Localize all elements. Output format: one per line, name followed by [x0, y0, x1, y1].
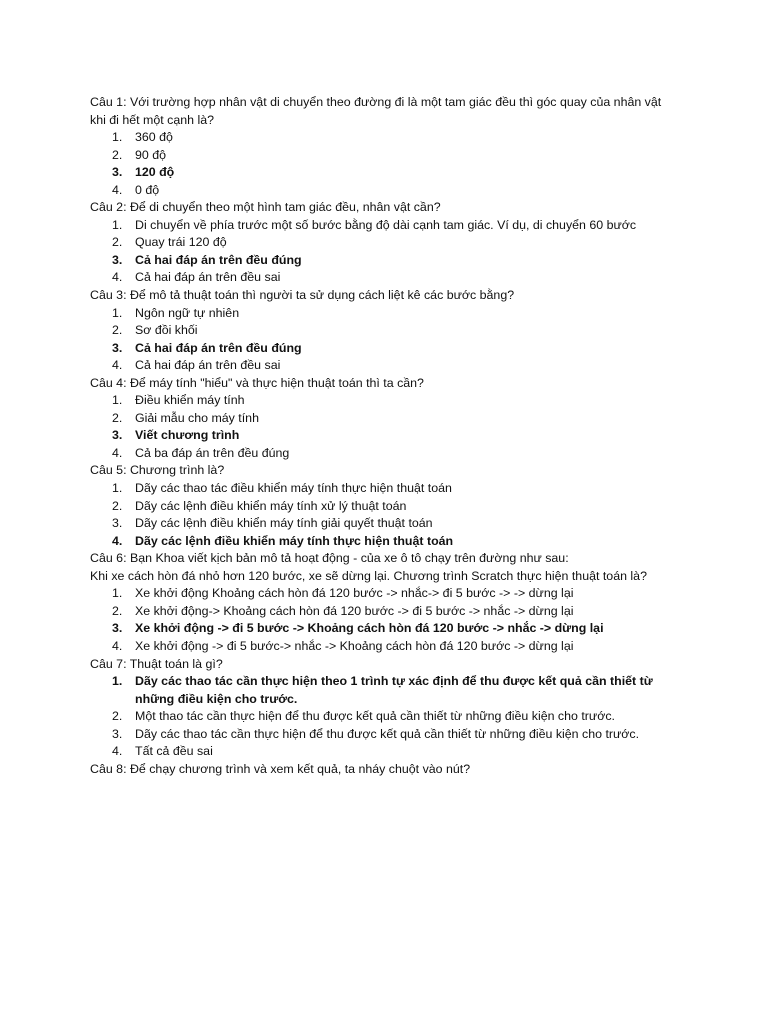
- answer-option: [90, 726, 680, 744]
- question-8: Câu 8: Để chạy chương trình và xem kết quả, ta nháy chuột vào nút?: [90, 761, 471, 776]
- answer-number: 1.: [112, 305, 123, 320]
- answer-number: 1.: [112, 130, 123, 145]
- answer-number: 2.: [112, 235, 123, 250]
- answer-option: [90, 743, 680, 761]
- question-6-continuation: Khi xe cách hòn đá nhỏ hơn 120 bước, xe sẽ dừng lại. Chương trình Scratch thực hiện thuật toán là?: [90, 568, 647, 583]
- question-4: Câu 4: Để máy tính "hiểu" và thực hiện thuật toán thì ta cần?: [90, 375, 424, 390]
- answer-list: [90, 305, 680, 375]
- answer-option: [90, 234, 680, 252]
- answer-text: Dãy các thao tác cần thực hiện để thu được kết quả cần thiết từ những điều kiện cho trước.: [135, 726, 640, 741]
- answer-number: 1.: [112, 674, 123, 689]
- answer-option-correct: [90, 427, 680, 445]
- question-7: Câu 7: Thuật toán là gì?: [90, 656, 223, 671]
- answer-text: Dãy các lệnh điều khiển máy tính giải quyết thuật toán: [135, 516, 433, 531]
- answer-option: [90, 182, 680, 200]
- question-5: Câu 5: Chương trình là?: [90, 463, 225, 478]
- answer-text: Sơ đồi khối: [135, 323, 198, 338]
- answer-number: 4.: [112, 638, 123, 653]
- answer-option: [90, 498, 680, 516]
- answer-text: Quay trái 120 độ: [135, 235, 227, 250]
- answer-number: 3.: [112, 340, 123, 355]
- question-3: Câu 3: Để mô tả thuật toán thì người ta sử dụng cách liệt kê các bước bằng?: [90, 288, 515, 303]
- answer-list: [90, 392, 680, 462]
- answer-option: [90, 515, 680, 533]
- answer-list: [90, 673, 680, 761]
- answer-text: Xe khởi động Khoảng cách hòn đá 120 bước -> nhắc-> đi 5 bước -> -> dừng lại: [135, 586, 574, 601]
- answer-option: [90, 410, 680, 428]
- answer-number: 2.: [112, 603, 123, 618]
- answer-number: 1.: [112, 586, 123, 601]
- answer-text: Dãy các thao tác điều khiển máy tính thực hiện thuật toán: [135, 481, 452, 496]
- answer-text: Xe khởi động -> đi 5 bước-> nhắc -> Khoảng cách hòn đá 120 bước -> dừng lại: [135, 638, 574, 653]
- answer-number: 4.: [112, 744, 123, 759]
- answer-number: 3.: [112, 428, 123, 443]
- question-1: Câu 1: Với trường hợp nhân vật di chuyển theo đường đi là một tam giác đều thì góc quay của nhân vật khi đi hết một cạnh là?: [90, 95, 662, 127]
- answer-list: [90, 585, 680, 655]
- answer-option: [90, 708, 680, 726]
- answer-number: 2.: [112, 709, 123, 724]
- answer-option: [90, 638, 680, 656]
- answer-option: [90, 217, 680, 235]
- answer-text: Tất cả đều sai: [135, 744, 213, 759]
- answer-option: [90, 480, 680, 498]
- answer-option: [90, 445, 680, 463]
- answer-list: [90, 129, 680, 199]
- answer-number: 2.: [112, 147, 123, 162]
- answer-text: Cả hai đáp án trên đều sai: [135, 270, 281, 285]
- answer-option-correct: [90, 533, 680, 551]
- quiz-content: [90, 94, 680, 778]
- answer-option: [90, 269, 680, 287]
- question-6: Câu 6: Bạn Khoa viết kịch bản mô tả hoạt động - của xe ô tô chạy trên đường như sau:: [90, 551, 569, 566]
- question-2: Câu 2: Để di chuyển theo một hình tam giác đều, nhân vật cần?: [90, 200, 441, 215]
- answer-option: [90, 322, 680, 340]
- answer-number: 1.: [112, 217, 123, 232]
- answer-number: 3.: [112, 621, 123, 636]
- answer-number: 3.: [112, 252, 123, 267]
- answer-option: [90, 585, 680, 603]
- answer-text: Dãy các lệnh điều khiển máy tính xử lý thuật toán: [135, 498, 407, 513]
- answer-number: 2.: [112, 410, 123, 425]
- answer-text: Viết chương trình: [135, 428, 240, 443]
- answer-text: Di chuyển về phía trước một số bước bằng độ dài cạnh tam giác. Ví dụ, di chuyển 60 bước: [135, 217, 637, 232]
- answer-number: 4.: [112, 445, 123, 460]
- answer-list: [90, 480, 680, 550]
- answer-option-correct: [90, 620, 680, 638]
- answer-text: Dãy các thao tác cần thực hiện theo 1 trình tự xác định để thu được kết quả cần thiết từ những điều kiện cho trước.: [135, 674, 653, 706]
- answer-number: 4.: [112, 182, 123, 197]
- answer-text: Cả ba đáp án trên đều đúng: [135, 445, 290, 460]
- answer-option: [90, 357, 680, 375]
- answer-text: 0 độ: [135, 182, 160, 197]
- answer-option: [90, 147, 680, 165]
- answer-text: 120 độ: [135, 165, 175, 180]
- answer-list: [90, 217, 680, 287]
- answer-number: 2.: [112, 323, 123, 338]
- answer-number: 3.: [112, 726, 123, 741]
- answer-text: 360 độ: [135, 130, 173, 145]
- answer-option: [90, 603, 680, 621]
- answer-option: [90, 129, 680, 147]
- answer-text: Dãy các lệnh điều khiển máy tính thực hiện thuật toán: [135, 533, 454, 548]
- answer-option-correct: [90, 673, 680, 708]
- answer-option-correct: [90, 252, 680, 270]
- answer-text: Ngôn ngữ tự nhiên: [135, 305, 240, 320]
- answer-option-correct: [90, 340, 680, 358]
- answer-number: 4.: [112, 358, 123, 373]
- answer-number: 4.: [112, 533, 123, 548]
- answer-number: 4.: [112, 270, 123, 285]
- answer-text: Giải mẫu cho máy tính: [135, 410, 259, 425]
- answer-number: 3.: [112, 516, 123, 531]
- answer-text: 90 độ: [135, 147, 167, 162]
- answer-text: Một thao tác cần thực hiện để thu được kết quả cần thiết từ những điều kiện cho trước.: [135, 709, 615, 724]
- answer-text: Xe khởi động-> Khoảng cách hòn đá 120 bước -> đi 5 bước -> nhắc -> dừng lại: [135, 603, 574, 618]
- answer-number: 3.: [112, 165, 123, 180]
- answer-option-correct: [90, 164, 680, 182]
- answer-option: [90, 392, 680, 410]
- answer-text: Cả hai đáp án trên đều đúng: [135, 340, 302, 355]
- answer-number: 1.: [112, 393, 123, 408]
- answer-text: Cả hai đáp án trên đều đúng: [135, 252, 302, 267]
- answer-number: 1.: [112, 481, 123, 496]
- answer-text: Điều khiển máy tính: [135, 393, 245, 408]
- answer-number: 2.: [112, 498, 123, 513]
- answer-option: [90, 305, 680, 323]
- answer-text: Xe khởi động -> đi 5 bước -> Khoảng cách hòn đá 120 bước -> nhắc -> dừng lại: [135, 621, 604, 636]
- answer-text: Cả hai đáp án trên đều sai: [135, 358, 281, 373]
